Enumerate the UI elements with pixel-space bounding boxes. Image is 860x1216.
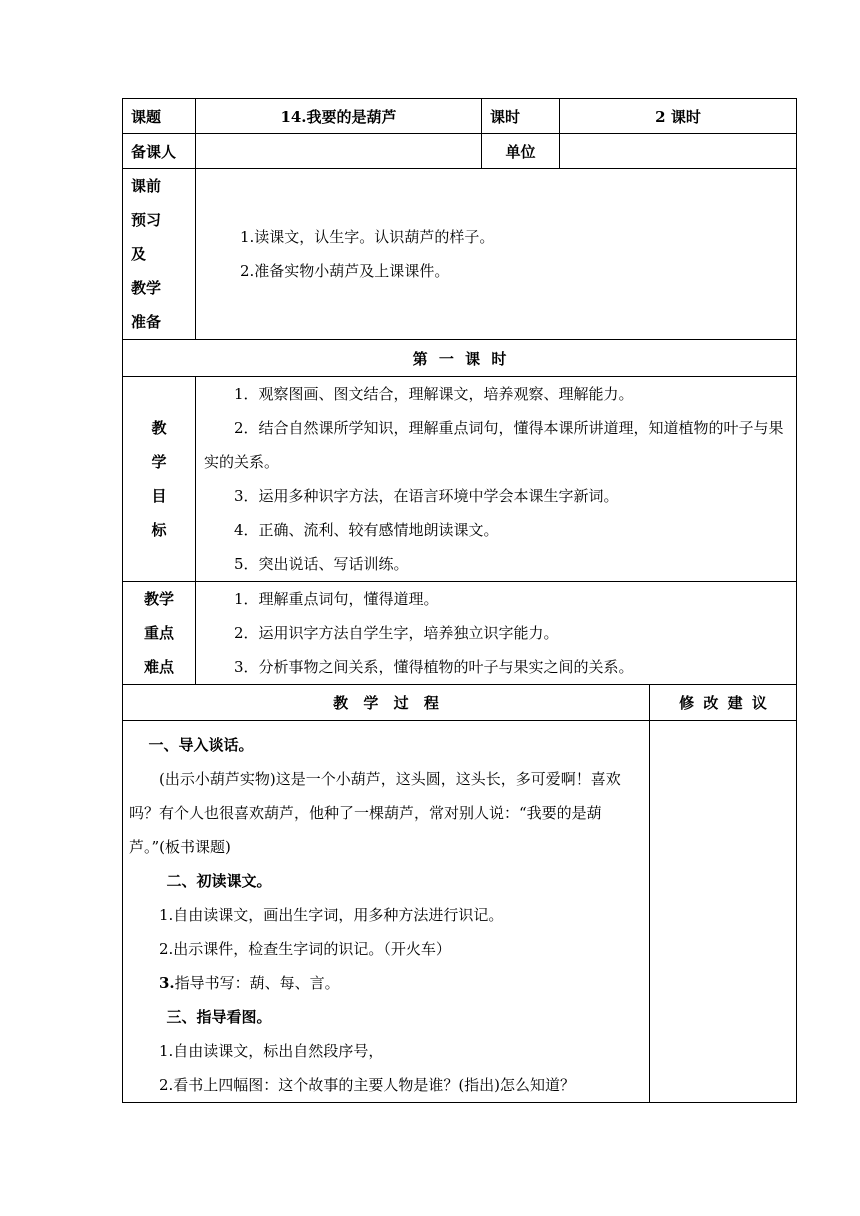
process-header-row xyxy=(123,685,797,721)
unit-label: 单位 xyxy=(482,134,560,169)
goal-item: 5．突出说话、写话训练。 xyxy=(234,555,409,573)
first-lesson-title: 第 一 课 时 xyxy=(123,340,797,377)
section-item xyxy=(129,966,649,1000)
keypoint-item: 1．理解重点词句，懂得道理。 xyxy=(234,590,439,608)
topic-value: 14.我要的是葫芦 xyxy=(196,99,482,134)
goal-item: 3．运用多种识字方法，在语言环境中学会本课生字新词。 xyxy=(234,487,619,505)
period-label: 课时 xyxy=(482,99,560,134)
keypoints-label-line: 教学 xyxy=(143,590,174,608)
preparer-value xyxy=(196,134,482,169)
keypoints-label-line: 重点 xyxy=(143,624,174,642)
section-paragraph: (出示小葫芦实物)这是一个小葫芦，这头圆，这头长，多可爱啊！喜欢吗？有个人也很喜欢葫芦，他种了一棵葫芦，常对别人说：“我要的是葫芦。”(板书课题) xyxy=(129,770,621,856)
section-title: 二、初读课文。 xyxy=(166,872,272,890)
topic-label: 课题 xyxy=(123,99,196,134)
goals-content xyxy=(196,377,797,582)
preview-row xyxy=(123,169,797,340)
keypoints-content xyxy=(196,582,797,685)
unit-value xyxy=(560,134,797,169)
section-title: 三、指导看图。 xyxy=(166,1008,272,1026)
preview-label-line: 预习 xyxy=(131,211,162,229)
preview-item: 2.准备实物小葫芦及上课课件。 xyxy=(240,262,450,280)
topic-row xyxy=(123,99,797,134)
preview-label-line: 及 xyxy=(131,245,147,263)
suggest-title: 修 改 建 议 xyxy=(650,685,797,721)
period-value: 2 课时 xyxy=(560,99,797,134)
suggest-content xyxy=(650,721,797,1103)
goal-item: 2．结合自然课所学知识，理解重点词句，懂得本课所讲道理，知道植物的叶子与果实的关系。 xyxy=(204,419,784,471)
goals-label-line: 标 xyxy=(151,521,167,539)
preparer-label: 备课人 xyxy=(123,134,196,169)
goals-row xyxy=(123,377,797,582)
process-body-row xyxy=(123,721,797,1103)
section-title: 一、导入谈话。 xyxy=(148,736,254,754)
keypoints-row xyxy=(123,582,797,685)
process-content xyxy=(123,721,650,1103)
item-text: 指导书写：葫、每、言。 xyxy=(174,974,340,992)
preview-label-line: 教学 xyxy=(131,279,162,297)
goals-label xyxy=(123,377,196,582)
keypoint-item: 3．分析事物之间关系，懂得植物的叶子与果实之间的关系。 xyxy=(234,658,634,676)
preparer-row xyxy=(123,134,797,169)
section-item: 2.出示课件，检查生字词的识记。（开火车） xyxy=(159,940,451,958)
process-title: 教 学 过 程 xyxy=(123,685,650,721)
goals-label-line: 目 xyxy=(151,487,167,505)
goals-label-line: 学 xyxy=(151,453,167,471)
first-lesson-row xyxy=(123,340,797,377)
item-number: 3. xyxy=(159,974,175,992)
preview-label-line: 课前 xyxy=(131,177,162,195)
goal-item: 1．观察图画、图文结合，理解课文，培养观察、理解能力。 xyxy=(234,385,634,403)
keypoint-item: 2．运用识字方法自学生字，培养独立识字能力。 xyxy=(234,624,559,642)
lesson-plan-table xyxy=(122,98,797,1103)
lesson-plan-page xyxy=(122,98,796,1103)
keypoints-label-line: 难点 xyxy=(143,658,174,676)
section-item: 1.自由读课文，画出生字词，用多种方法进行识记。 xyxy=(159,906,504,924)
goals-label-line: 教 xyxy=(151,419,167,437)
preview-item: 1.读课文，认生字。认识葫芦的样子。 xyxy=(240,228,495,246)
keypoints-label xyxy=(123,582,196,685)
section-item: 1.自由读课文，标出自然段序号， xyxy=(159,1042,384,1060)
section-item: 2.看书上四幅图：这个故事的主要人物是谁？(指出)怎么知道？ xyxy=(159,1076,576,1094)
preview-label xyxy=(123,169,196,340)
goal-item: 4．正确、流利、较有感情地朗读课文。 xyxy=(234,521,499,539)
preview-label-line: 准备 xyxy=(131,313,162,331)
preview-content xyxy=(196,169,797,340)
